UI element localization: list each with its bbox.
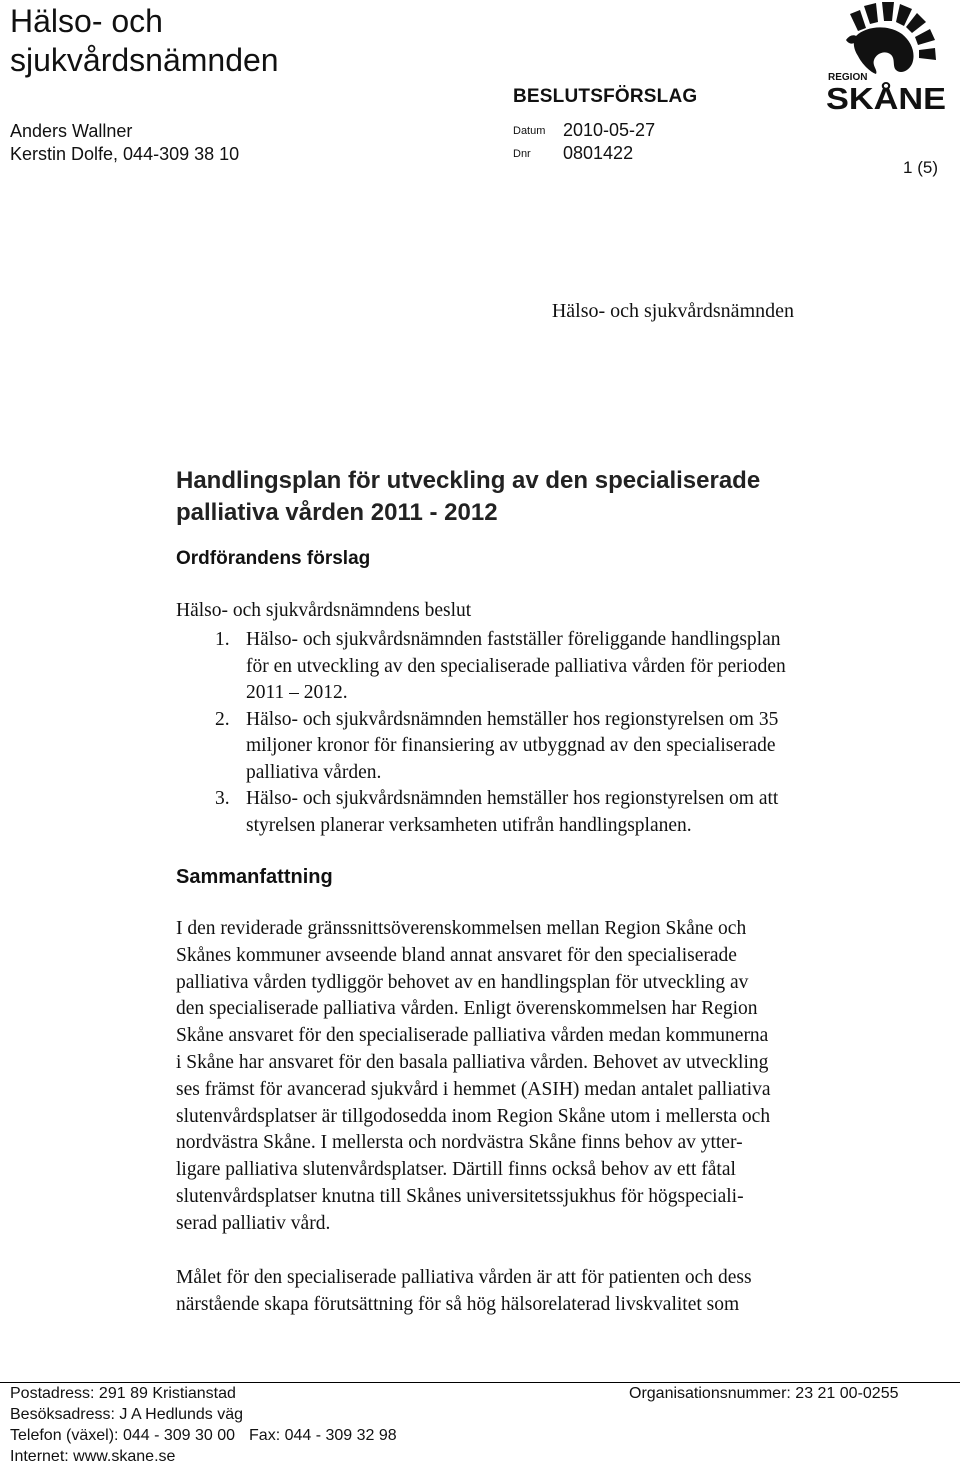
- summary-line: ses främst för avancerad sjukvård i hemmet (ASIH) medan antalet palliativa: [176, 1078, 771, 1100]
- summary-line: Skånes kommuner avseende bland annat ansvaret för den specialiserade: [176, 944, 737, 966]
- summary-line: Skåne ansvaret för den specialiserade palliativa vården medan kommunerna: [176, 1025, 769, 1047]
- footer-phone-row: [10, 1425, 397, 1446]
- decision-line: miljoner kronor för finansiering av utbyggnad av den specialiserade: [246, 735, 776, 756]
- logo-name-text: SKÅNE: [826, 81, 946, 112]
- decision-item: [176, 786, 916, 839]
- footer-fax: Fax: 044 - 309 32 98: [249, 1427, 397, 1444]
- logo-region-text: REGION: [828, 72, 868, 83]
- decision-list: [176, 627, 916, 839]
- decision-line: Hälso- och sjukvårdsnämnden hemställer hos regionstyrelsen om att: [246, 788, 779, 809]
- summary-line: slutenvårdsplatser är tillgodosedda inom Region Skåne utom i mellersta och: [176, 1105, 771, 1127]
- title-line2: palliativa vården 2011 - 2012: [176, 499, 498, 526]
- document-type: BESLUTSFÖRSLAG: [513, 86, 698, 107]
- organization-title: [10, 2, 279, 80]
- decision-line: Hälso- och sjukvårdsnämnden fastställer föreliggande handlingsplan: [246, 629, 781, 650]
- date-row: [513, 120, 655, 141]
- decision-line: styrelsen planerar verksamheten utifrån handlingsplanen.: [246, 814, 692, 836]
- footer-visit-address: Besöksadress: J A Hedlunds väg: [10, 1406, 244, 1423]
- decision-item: [176, 627, 916, 707]
- summary-heading: Sammanfattning: [176, 866, 333, 888]
- dnr-value: 0801422: [563, 143, 634, 163]
- organization-title-line2: sjukvårdsnämnden: [10, 42, 279, 78]
- title-line1: Handlingsplan för utveckling av den specialiserade: [176, 467, 761, 494]
- decision-number: 3.: [215, 788, 230, 809]
- summary-line: palliativa vården tydliggör behovet av en handlingsplan för utveckling av: [176, 971, 749, 993]
- footer-internet: Internet: www.skane.se: [10, 1448, 176, 1465]
- page-number: 1 (5): [903, 158, 938, 177]
- footer-contact: [10, 1383, 397, 1467]
- summary-line: I den reviderade gränssnittsöverenskommelsen mellan Region Skåne och: [176, 918, 747, 939]
- decision-line: för en utveckling av den specialiserade palliativa vården för perioden: [246, 655, 786, 677]
- region-skane-logo: [826, 0, 948, 112]
- summary-line: i Skåne har ansvaret för den basala palliativa vården. Behovet av utveckling: [176, 1051, 769, 1073]
- proposal-heading: Ordförandens förslag: [176, 548, 371, 569]
- author-block: [10, 120, 239, 166]
- summary-line: serad palliativ vård.: [176, 1212, 331, 1234]
- decision-number: 1.: [215, 629, 230, 650]
- decision-line: palliativa vården.: [246, 761, 382, 783]
- dnr-label: Dnr: [513, 148, 531, 160]
- organization-title-line1: Hälso- och: [10, 3, 163, 39]
- decision-line: Hälso- och sjukvårdsnämnden hemställer hos regionstyrelsen om 35: [246, 708, 779, 730]
- summary-paragraph: [176, 916, 886, 1238]
- author-contact: Kerstin Dolfe, 044-309 38 10: [10, 144, 240, 164]
- recipient: Hälso- och sjukvårdsnämnden: [551, 300, 794, 322]
- footer-postal-address: Postadress: 291 89 Kristianstad: [10, 1385, 236, 1402]
- footer-phone: Telefon (växel): 044 - 309 30 00: [10, 1427, 236, 1444]
- summary-line: nordvästra Skåne. I mellersta och nordvästra Skåne finns behov av ytter-: [176, 1132, 743, 1154]
- goal-line: Målet för den specialiserade palliativa vården är att för patienten och dess: [176, 1267, 752, 1288]
- summary-line: den specialiserade palliativa vården. Enligt överenskommelsen har Region: [176, 998, 758, 1020]
- dnr-row: [513, 143, 633, 164]
- summary-line: ligare palliativa slutenvårdsplatser. Därtill finns också behov av ett fåtal: [176, 1159, 736, 1181]
- goal-line: närstående skapa förutsättning för så hög hälsorelaterad livskvalitet som: [176, 1293, 740, 1315]
- decision-number: 2.: [215, 708, 230, 730]
- decision-item: [176, 707, 916, 787]
- footer-org-number: Organisationsnummer: 23 21 00-0255: [629, 1385, 899, 1402]
- document-title: [176, 465, 760, 529]
- summary-line: slutenvårdsplatser knutna till Skånes universitetssjukhus för högspeciali-: [176, 1185, 744, 1207]
- decision-intro: Hälso- och sjukvårdsnämndens beslut: [176, 600, 472, 621]
- author-name: Anders Wallner: [10, 121, 133, 141]
- goal-paragraph: [176, 1265, 886, 1319]
- date-label: Datum: [513, 125, 546, 137]
- decision-line: 2011 – 2012.: [246, 682, 348, 703]
- date-value: 2010-05-27: [563, 120, 656, 140]
